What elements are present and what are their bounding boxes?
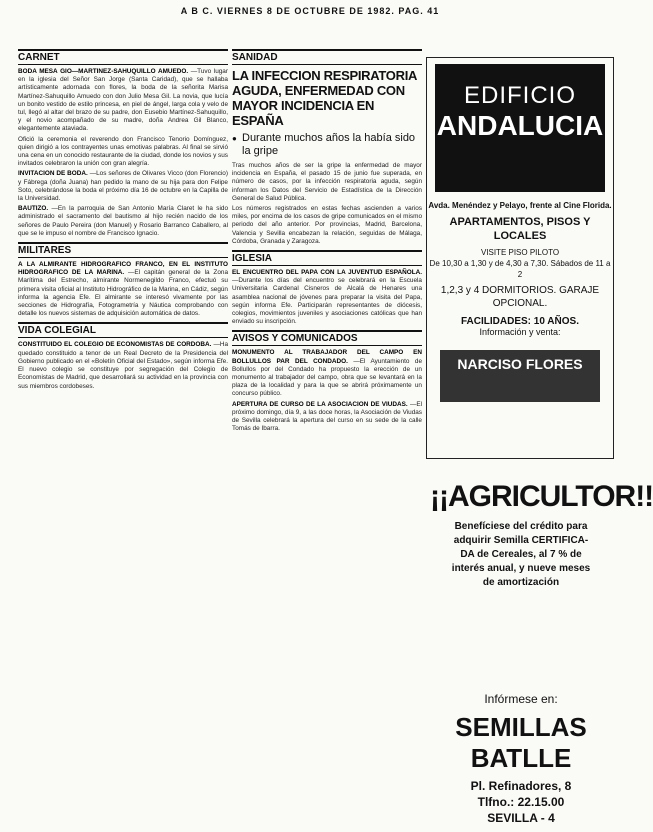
ad-agricultor-line5: de amortización — [482, 577, 560, 588]
ad-visit: VISITE PISO PILOTO — [480, 248, 560, 257]
page-header: A B C. VIERNES 8 DE OCTUBRE DE 1982. PAG. 41 — [180, 6, 440, 16]
ad-edificio-line1: EDIFICIO — [463, 82, 576, 109]
ad-agricultor-line1: Benefíciese del crédito para — [454, 521, 588, 532]
ad-info: Información y venta: — [479, 327, 561, 337]
article-bautizo: BAUTIZO. —En la parroquia de San Antonio María Claret le ha sido administrado el sacramento del bautismo al hijo recién nacido de los señores de Paulo Pereira (don Manuel) y Rosario Barranco Caballero, al que se le impuso el nombre de Francisco Ignacio. — [18, 205, 228, 237]
ad-semillas-city: SEVILLA - 4 — [487, 811, 555, 825]
ad-brand-logo: NARCISO FLORES — [440, 350, 600, 402]
ad-rooms: 1,2,3 y 4 DORMITORIOS. GARAJE OPCIONAL. — [440, 285, 600, 309]
ad-address: Avda. Menéndez y Pelayo, frente al Cine Florida. — [428, 201, 612, 210]
section-iglesia: IGLESIA — [232, 250, 422, 266]
article-boda-cont: Ofició la ceremonia el reverendo don Francisco Tenorio Domínguez, quien dirigió a los contrayentes unas emotivas palabras. Al final se sirvió una cena en un conocido restaurante de la ciudad, donde los novios y sus invitados celebraron la unión con gran alegría. — [18, 135, 228, 168]
ad-agricultor-line3: DA de Cereales, al 7 % de — [460, 549, 582, 560]
ad-semillas-address: Pl. Refinadores, 8 — [470, 779, 572, 793]
section-avisos: AVISOS Y COMUNICADOS — [232, 330, 422, 346]
ad-edificio-line2: ANDALUCIA — [436, 110, 604, 141]
ad-agricultor — [430, 478, 653, 688]
article-sanidad: Tras muchos años de ser la gripe la enfermedad de mayor incidencia en España, el pasado 15 de junio fue superada, en número de casos, por la infección respiratoria aguda, según informan los Datos del Servicio de Estadística de la Dirección General de Salud Pública. — [232, 162, 422, 202]
ad-semillas-name: SEMILLAS BATLLE — [455, 712, 587, 773]
ad-edificio-andalucia — [426, 57, 614, 459]
article-boda: BODA MESA GIO—MARTINEZ-SAHUQUILLO AMUEDO. —Tuvo lugar en la iglesia del Señor San Jorge (Santa Caridad), que se hallaba artísticamente adornada con flores, la boda de la señorita Marisa Martínez-Sahuquillo Amuedo con don Julio Mesa Gil. La novia, que lucía un bonito vestido de estilo princesa, en piel de ángel, larga cola y velo de tul, llegó al altar del brazo de su padre, don Eusebio Martínez-Sahuquillo, y el novio acompañado de su madre, doña Andrea Gil Blanco, elegantemente ataviada. — [18, 68, 228, 133]
article-monumento: MONUMENTO AL TRABAJADOR DEL CAMPO EN BOLLULLOS PAR DEL CONDADO. —El Ayuntamiento de Bollullos por del Condado ha propuesto la erección de un monumento al trabajador del campo, obra que se levantará en la plaza de la localidad y para la que se abrirá próximamente un concurso público. — [232, 349, 423, 398]
ad-edificio-banner — [435, 64, 605, 192]
section-carnet: CARNET — [18, 49, 228, 65]
column-middle — [232, 45, 422, 825]
section-sanidad: SANIDAD — [232, 49, 422, 65]
column-left — [18, 45, 228, 825]
section-militares: MILITARES — [18, 242, 228, 258]
ad-hours: De 10,30 a 1,30 y de 4,30 a 7,30. Sábados de 11 a 2 — [429, 259, 611, 279]
ad-agricultor-line4: interés anual, y nueve meses — [451, 563, 591, 574]
headline-sanidad: LA INFECCION RESPIRATORIA AGUDA, ENFERMEDAD CON MAYOR INCIDENCIA EN ESPAÑA — [232, 68, 417, 128]
article-sanidad-cont: Los números registrados en estas fechas ascienden a varios miles, por encima de los casos de gripe comunicados en el mismo periodo del año anterior. Por provincias, Madrid, Barcelona, Valencia y Sevilla encabezan la relación, seguidas de Málaga, Córdoba, Granada y Zaragoza. — [232, 205, 422, 245]
ad-agricultor-title: ¡¡AGRICULTOR!! — [430, 480, 653, 513]
lead-sanidad: ● Durante muchos años la había sido la gripe — [232, 132, 422, 158]
article-militares: A LA ALMIRANTE HIDROGRAFICO FRANCO, EN EL INSTITUTO HIDROGRAFICO DE LA MARINA. —El capitán general de la Zona Marítima del Estrecho, almirante Normenegildo Franco, efectuó su primera visita oficial al Instituto Hidrográfico de la Marina, en Cádiz, según informa la agencia Efe. El almirante se interesó vivamente por las secciones de Hidrografía, Fotogrametría y Náutica comprobando con detalle los nuevos sistemas de adquisición automática de datos. — [18, 261, 228, 318]
ad-semillas-inform: Infórmese en: — [484, 692, 558, 706]
ad-product: APARTAMENTOS, PISOS Y LOCALES — [449, 216, 591, 242]
article-vida-colegial: CONSTITUIDO EL COLEGIO DE ECONOMISTAS DE CORDOBA. —Ha quedado constituido a tenor de un Real Decreto de la Presidencia del Gobierno publicado en el «Boletín Oficial del Estado», según informa Efe. El nuevo colegio se constituye por segregación del Colegio de Economistas de Madrid, que desarrollará su actividad en la provincia con sus miembros cordobeses. — [18, 341, 228, 390]
article-invitacion: INVITACION DE BODA. —Los señores de Olivares Vicco (don Florencio) y Fábrega (doña Juana) han pedido la mano de su hija para don Felipe Soto, celebrándose la boda el próximo día 16 de octubre en la Capilla de la Universidad. — [18, 170, 228, 203]
ad-facilities: FACILIDADES: 10 AÑOS. — [461, 316, 579, 327]
ad-agricultor-line2: adquirir Semilla CERTIFICA- — [453, 535, 589, 546]
ad-semillas-batlle — [430, 692, 612, 825]
section-vida-colegial: VIDA COLEGIAL — [18, 322, 228, 338]
article-viudas: APERTURA DE CURSO DE LA ASOCIACION DE VIUDAS. —El próximo domingo, día 9, a las doce horas, la Asociación de Viudas de Sevilla celebrará la apertura del curso en su sede de la calle Tomás de Ibarra. — [232, 400, 423, 433]
article-iglesia: EL ENCUENTRO DEL PAPA CON LA JUVENTUD ESPAÑOLA. —Durante los días del encuentro se celebrará en la Escuela Universitaria Cardenal Cisneros de Alcalá de Henares una asamblea nacional de jóvenes para preparar la visita del Papa, según informa Efe. Participarán representantes de diócesis, colegios, movimientos juveniles y asociaciones católicas que han enviado su inscripción. — [232, 269, 422, 326]
ad-semillas-phone: Tlfno.: 22.15.00 — [477, 795, 565, 809]
